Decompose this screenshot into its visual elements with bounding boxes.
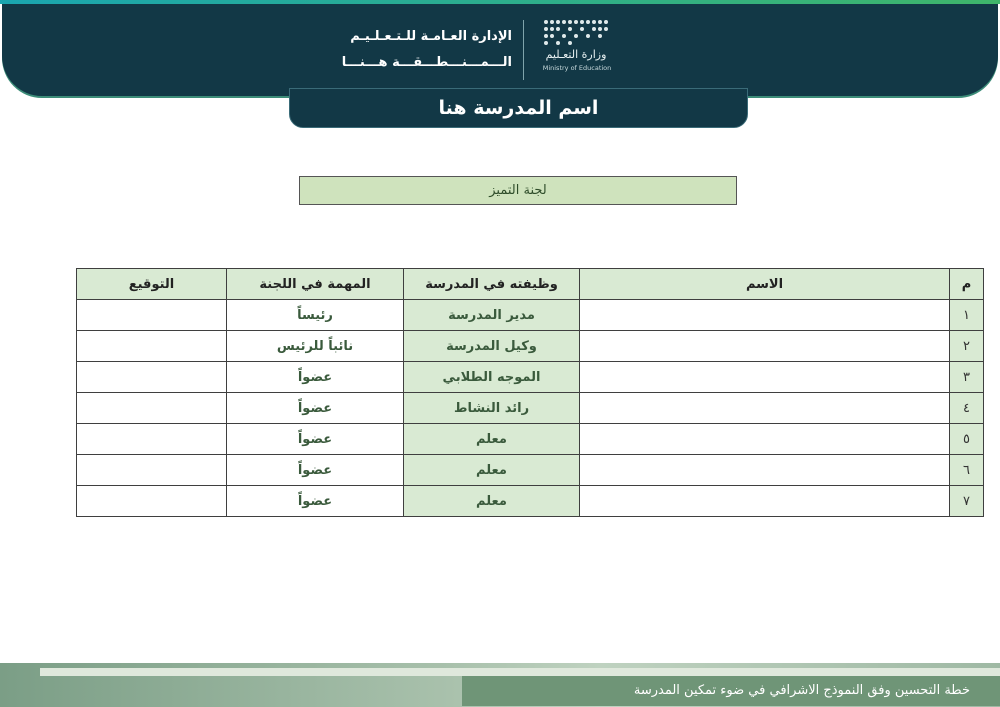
administration-text [332,24,512,76]
job-cell: رائد النشاط [404,393,580,424]
job-cell: وكيل المدرسة [404,331,580,362]
committee-title: لجنة التميز [299,176,737,205]
ministry-name-ar: وزارة التعـليم [545,48,607,61]
job-cell: مدير المدرسة [404,300,580,331]
role-cell: عضواً [227,486,404,517]
name-cell[interactable] [580,331,950,362]
signature-cell[interactable] [77,331,227,362]
job-cell: معلم [404,455,580,486]
row-num: ١ [950,300,984,331]
row-num: ٣ [950,362,984,393]
signature-cell[interactable] [77,424,227,455]
header-name: الاسم [580,269,950,300]
signature-cell[interactable] [77,362,227,393]
row-num: ٦ [950,455,984,486]
footer-highlight [40,668,1000,676]
role-cell: نائباً للرئيس [227,331,404,362]
table-row [77,300,984,331]
role-cell: عضواً [227,362,404,393]
name-cell[interactable] [580,486,950,517]
footer-text: خطة التحسين وفق النموذج الاشرافي في ضوء تمكين المدرسة [633,683,970,698]
admin-line-2: الـــمـــنـــطـــقـــة هـــنـــا [341,55,512,70]
header-signature: التوقيع [77,269,227,300]
role-cell: رئيساً [227,300,404,331]
table-row [77,331,984,362]
role-cell: عضواً [227,393,404,424]
header-role: المهمة في اللجنة [227,269,404,300]
row-num: ٥ [950,424,984,455]
name-cell[interactable] [580,300,950,331]
row-num: ٢ [950,331,984,362]
table-row [77,362,984,393]
header-divider [523,20,524,80]
header-job: وظيفته في المدرسة [404,269,580,300]
ministry-dots-icon [542,18,612,46]
header-banner [2,4,998,96]
table-row [77,455,984,486]
signature-cell[interactable] [77,300,227,331]
table-header-row [77,269,984,300]
role-cell: عضواً [227,455,404,486]
table-row [77,424,984,455]
job-cell: معلم [404,424,580,455]
name-cell[interactable] [580,393,950,424]
ministry-logo [540,18,615,76]
job-cell: الموجه الطلابي [404,362,580,393]
row-num: ٤ [950,393,984,424]
role-cell: عضواً [227,424,404,455]
table-row [77,486,984,517]
table-row [77,393,984,424]
row-num: ٧ [950,486,984,517]
school-name-banner: اسم المدرسة هنا [289,88,748,128]
job-cell: معلم [404,486,580,517]
signature-cell[interactable] [77,486,227,517]
name-cell[interactable] [580,362,950,393]
name-cell[interactable] [580,455,950,486]
ministry-name-en: Ministry of Education [542,64,612,72]
signature-cell[interactable] [77,393,227,424]
committee-members-table [76,268,984,517]
header-num: م [950,269,984,300]
signature-cell[interactable] [77,455,227,486]
admin-line-1: الإدارة العـامـة للـتـعـلـيـم [350,29,512,44]
name-cell[interactable] [580,424,950,455]
